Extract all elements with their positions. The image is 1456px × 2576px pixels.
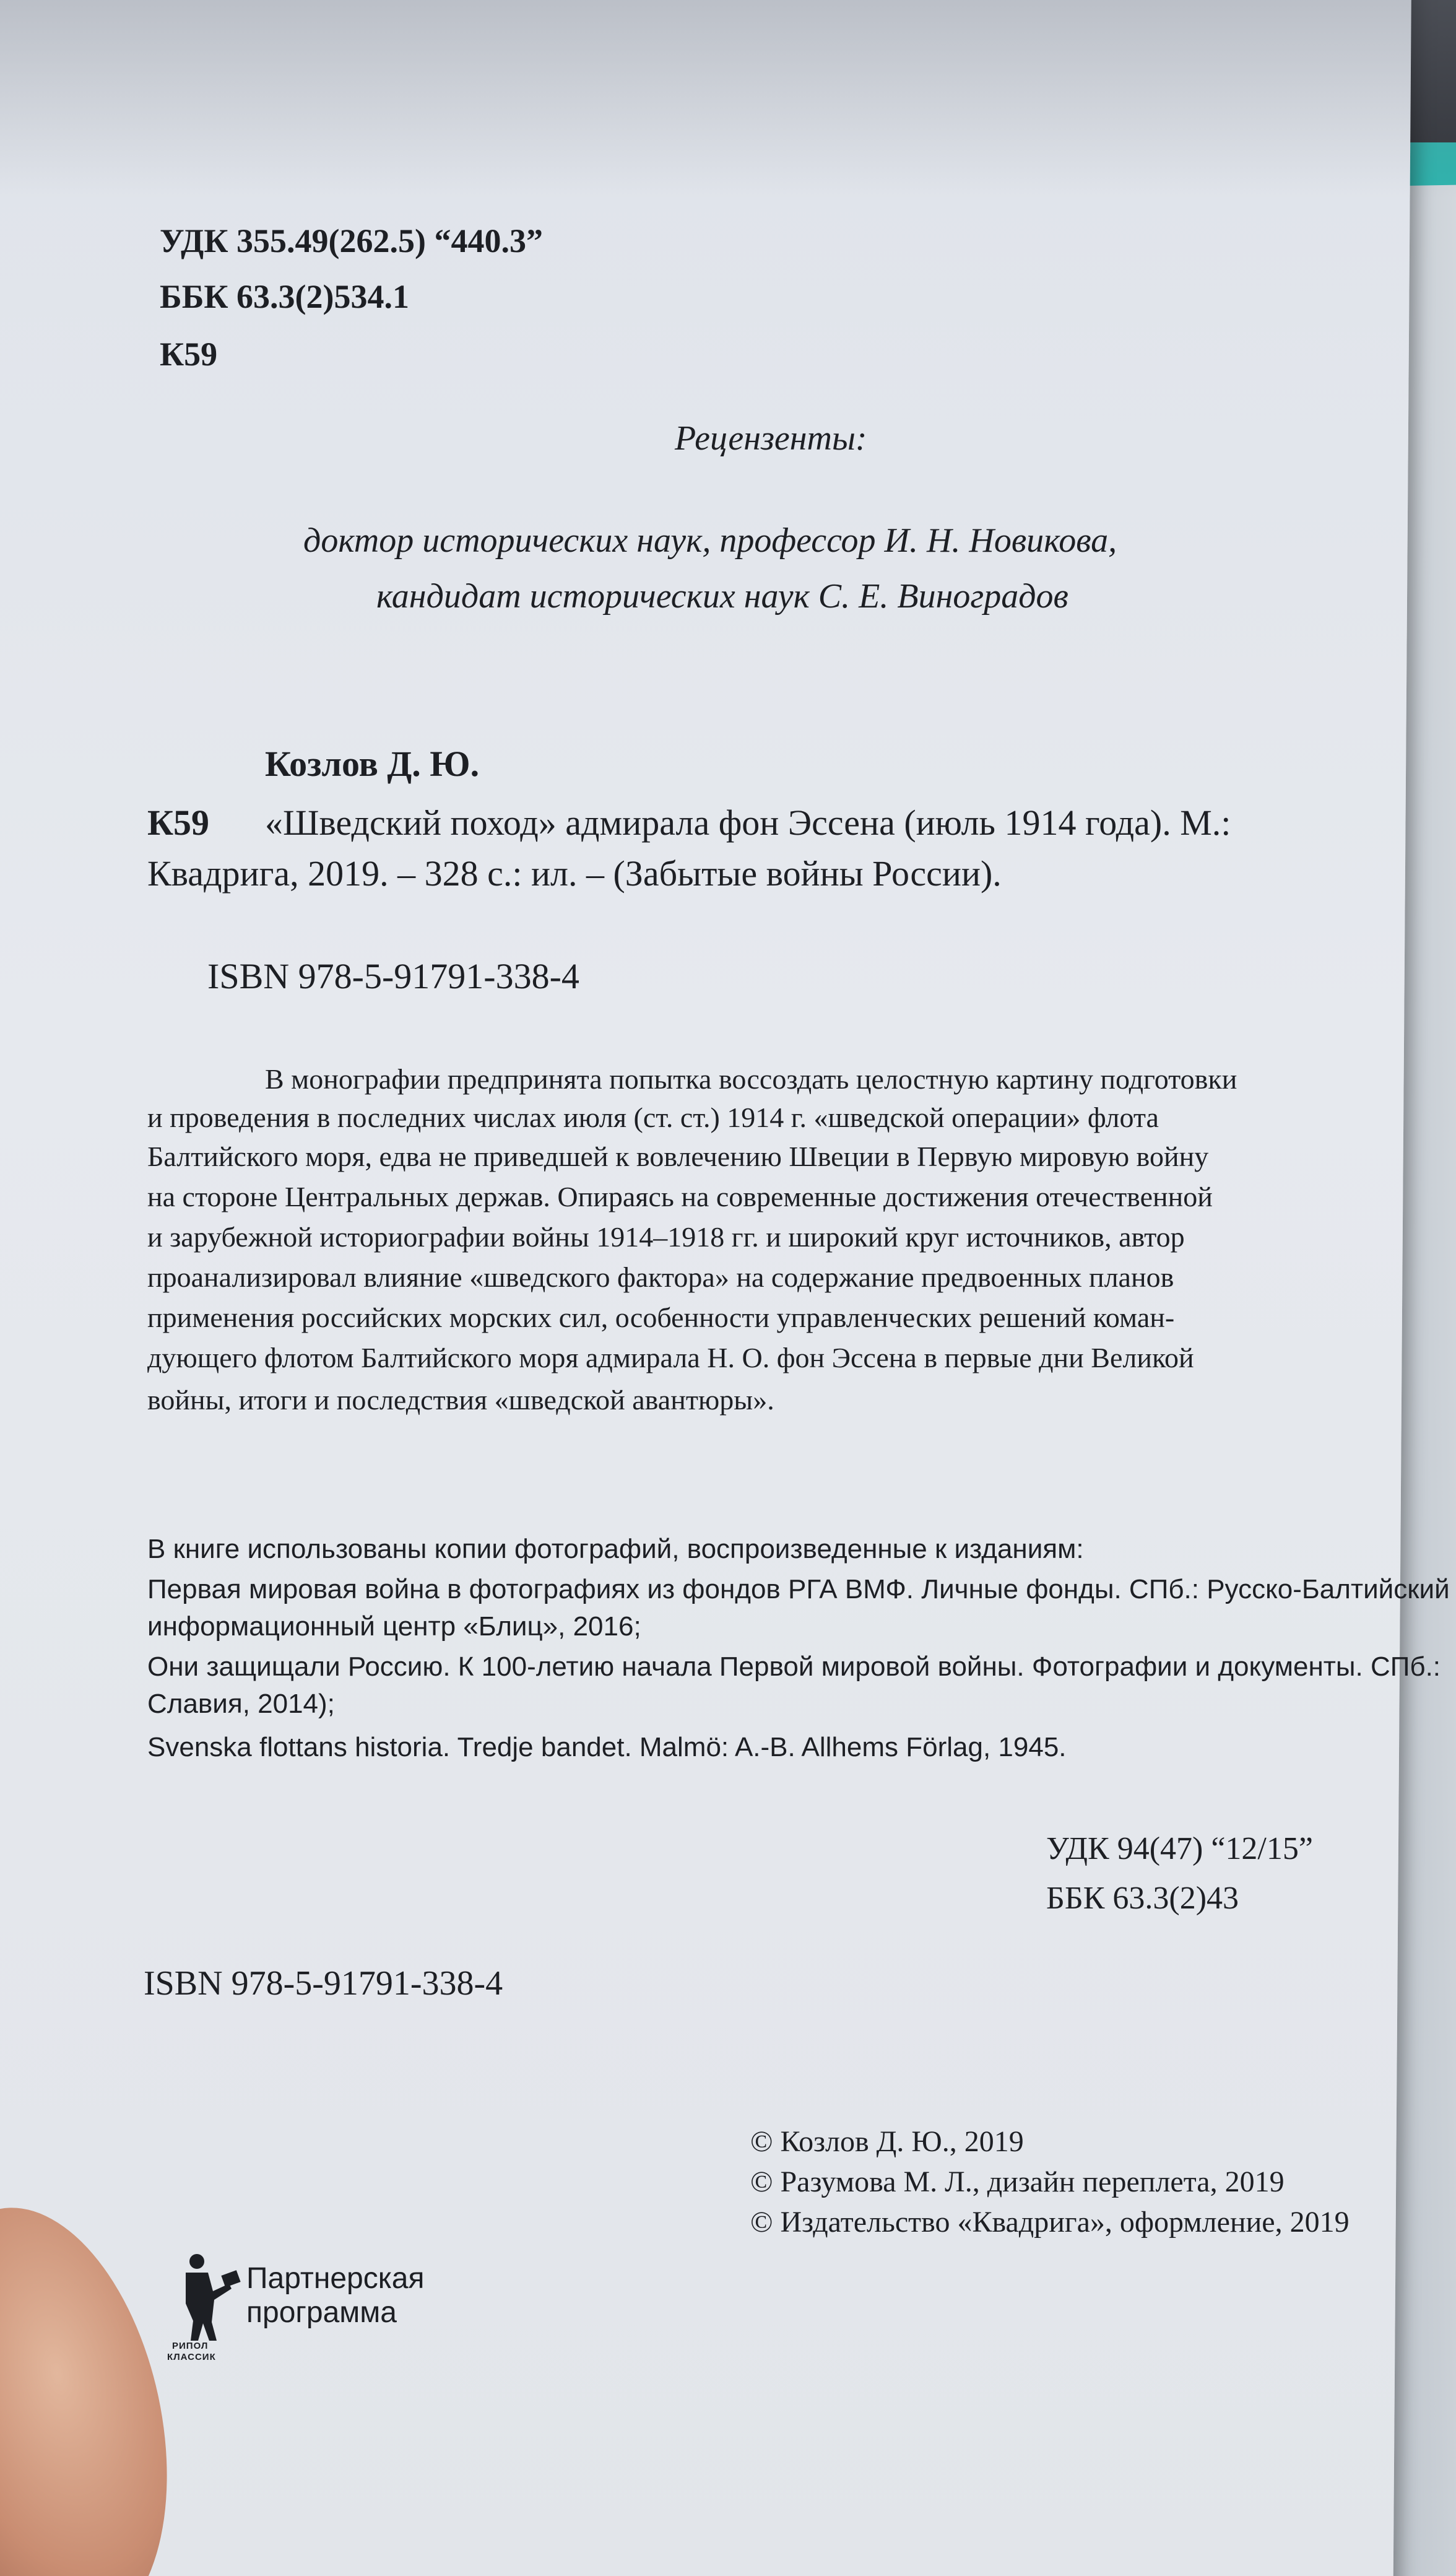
bbk-top: ББК 63.3(2)534.1 (160, 278, 410, 315)
isbn-bottom: ISBN 978-5-91791-338-4 (144, 1964, 503, 2003)
abstract-line-3: Балтийского моря, едва не приведшей к вовлечению Швеции в Первую мировую войну (147, 1141, 1209, 1172)
udk-top: УДК 355.49(262.5) “440.3” (160, 222, 543, 259)
photo-credits-line-4: Они защищали Россию. К 100-летию начала Первой мировой войны. Фотографии и документы. СПб.: (147, 1651, 1441, 1682)
bib-mark: К59 (147, 803, 210, 843)
abstract-line-1: В монографии предпринята попытка воссоздать целостную картину подготовки (265, 1063, 1237, 1095)
partner-line-2: программа (246, 2296, 397, 2329)
photo-credits-line-3: информационный центр «Блиц», 2016; (147, 1611, 641, 1642)
photo-credits-line-2: Первая мировая война в фотографиях из фондов РГА ВМФ. Личные фонды. СПб.: Русско-Балтийский (147, 1574, 1450, 1604)
photo-credits-line-6: Svenska flottans historia. Tredje bandet. Malmö: A.-B. Allhems Förlag, 1945. (147, 1732, 1067, 1762)
abstract-line-9: войны, итоги и последствия «шведской авантюры». (147, 1384, 774, 1416)
copyright-line-3: © Издательство «Квадрига», оформление, 2019 (750, 2206, 1350, 2239)
ripol-logo-text-2: КЛАССИК (167, 2352, 216, 2362)
photo-credits-line-5: Славия, 2014); (147, 1689, 335, 1719)
bib-author: Козлов Д. Ю. (265, 744, 480, 784)
abstract-line-5: и зарубежной историографии войны 1914–1918 гг. и широкий круг источников, автор (147, 1221, 1185, 1253)
copyright-line-1: © Козлов Д. Ю., 2019 (750, 2125, 1024, 2158)
reviewer-2: кандидат исторических наук С. Е. Виноградов (376, 577, 1068, 616)
abstract-line-7: применения российских морских сил, особенности управленческих решений коман- (147, 1302, 1175, 1333)
author-mark-top: К59 (160, 336, 218, 373)
copyright-line-2: © Разумова М. Л., дизайн переплета, 2019 (750, 2165, 1285, 2198)
partner-line-1: Партнерская (246, 2262, 425, 2295)
abstract-line-2: и проведения в последних числах июля (ст. ст.) 1914 г. «шведской операции» флота (147, 1102, 1159, 1133)
reviewers-title: Рецензенты: (675, 419, 867, 458)
abstract-line-8: дующего флотом Балтийского моря адмирала Н. О. фон Эссена в первые дни Великой (147, 1342, 1194, 1373)
reviewer-1: доктор исторических наук, профессор И. Н. Новикова, (303, 521, 1117, 560)
abstract-line-6: проанализировал влияние «шведского фактора» на содержание предвоенных планов (147, 1261, 1174, 1293)
udk-bottom: УДК 94(47) “12/15” (1046, 1831, 1313, 1866)
photo-credits-line-1: В книге использованы копии фотографий, воспроизведенные к изданиям: (147, 1534, 1084, 1564)
bib-isbn: ISBN 978-5-91791-338-4 (207, 956, 579, 996)
bib-publisher-line: Квадрига, 2019. – 328 с.: ил. – (Забытые войны России). (147, 853, 1002, 894)
ripol-logo-text-1: РИПОЛ (172, 2341, 209, 2351)
bib-title-line: «Шведский поход» адмирала фон Эссена (июль 1914 года). М.: (265, 803, 1231, 843)
abstract-line-4: на стороне Центральных держав. Опираясь на современные достижения отечественной (147, 1181, 1213, 1212)
bbk-bottom: ББК 63.3(2)43 (1046, 1881, 1239, 1916)
